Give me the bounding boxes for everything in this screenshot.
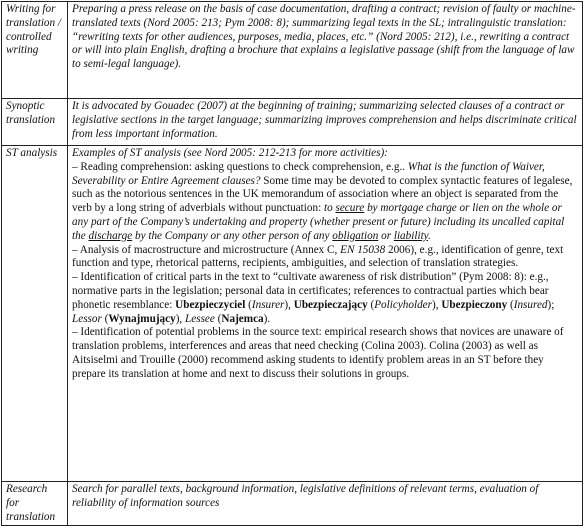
st-intro: Examples of ST analysis (see Nord 2005: 212-213 for more activities): bbox=[72, 147, 388, 159]
text-span: liability bbox=[393, 229, 429, 242]
text-span: Some time may be devoted to complex syntactic features of legalese, such as the notorious sentences in the UK memorandum of association where an object is separated from the verb by a long string of adverbials without punctuation: bbox=[72, 174, 573, 215]
text-span: by mortgage charge or lien on the whole or any part of the Company’s undertaking and property (whether present or future) including its uncalled capital the bbox=[72, 202, 565, 242]
text-span: Insurer bbox=[251, 298, 285, 311]
text-span: – Identification of critical parts in the text to “cultivate awareness of risk distribution” (Pym 2008: 8): e.g., normative parts in the legislation; personal data in certificates; references to contractual parties which bear phonetic resemblance: bbox=[72, 271, 549, 311]
text-span: What is the function of Waiver, Severability or Entire Agreement clauses? bbox=[72, 160, 545, 187]
st-paragraph-critical-parts bbox=[72, 271, 578, 326]
text-span: ), bbox=[175, 312, 186, 325]
text-span: ( bbox=[214, 312, 222, 325]
table-row-writing bbox=[2, 2, 583, 99]
text-span: ( bbox=[101, 312, 109, 325]
text-span: Insured bbox=[513, 298, 548, 311]
st-paragraph-macrostructure bbox=[72, 244, 578, 272]
text-span: ), bbox=[284, 298, 294, 311]
text-span: ( bbox=[367, 298, 375, 311]
text-span: obligation bbox=[332, 229, 379, 242]
table-row-synoptic bbox=[2, 99, 583, 146]
text-span: to bbox=[323, 202, 336, 215]
text-span: – Reading comprehension: asking questions to check comprehension, e.g.. bbox=[72, 160, 408, 173]
row-description-synoptic: It is advocated by Gouadec (2007) at the beginning of training; summarizing selected clauses of a contract or legislative sections in the target language; summarizing improves comprehension and helps discriminate critical from less important information. bbox=[68, 99, 583, 146]
row-label-writing: Writing for translation / controlled writing bbox=[2, 2, 68, 99]
text-span: ), bbox=[432, 298, 442, 311]
st-paragraph-potential-problems: – Identification of potential problems in the source text: empirical research shows that novices are unaware of translation problems, interferences and areas that need checking (Colina 2003). Colina (2003) as well as Aitsiselmi and Trouille (2000) recommend asking students to identify problem areas in an ST before they prepare its translation at home and next to discuss their solutions in groups. bbox=[72, 326, 564, 380]
text-span: Najemca bbox=[221, 312, 264, 325]
text-span: Wynajmujący bbox=[108, 312, 176, 325]
text-span: EN 15038 bbox=[340, 243, 386, 256]
row-label-st-analysis: ST analysis bbox=[2, 146, 68, 482]
row-description-st-analysis bbox=[68, 146, 583, 482]
activities-table bbox=[1, 1, 583, 526]
table-row-research bbox=[2, 482, 583, 526]
text-span: or bbox=[378, 229, 394, 242]
text-span: Ubezpieczony bbox=[441, 298, 508, 311]
text-span: Lessor bbox=[72, 312, 102, 325]
row-label-synoptic: Synoptic translation bbox=[2, 99, 68, 146]
text-span: secure bbox=[335, 202, 365, 215]
table-row-st-analysis bbox=[2, 146, 583, 482]
text-span: Policyholder bbox=[374, 298, 432, 311]
text-span: Ubezpieczający bbox=[293, 298, 368, 311]
text-span: ). bbox=[263, 312, 271, 325]
text-span: by the Company or any other person of any bbox=[132, 229, 333, 242]
row-description-writing: Preparing a press release on the basis of case documentation, drafting a contract; revision of faulty or machine-translated texts (Nord 2005: 213; Pym 2008: 8); summarizing legal texts in the SL; intralinguistic translation: “rewriting texts for other audiences, purposes, media, places, etc.” (Nord 2005: 212), i.e., rewriting a contract or will into plain English, drafting a brochure that explains a legislative passage (shift from the language of law to semi-legal language). bbox=[68, 2, 583, 99]
st-paragraph-reading bbox=[72, 161, 578, 244]
row-description-research: Search for parallel texts, background information, legislative definitions of relevant terms, evaluation of reliability of information sources bbox=[68, 482, 583, 526]
text-span: discharge bbox=[88, 229, 133, 242]
text-span: Lessee bbox=[185, 312, 215, 325]
row-label-research: Research for translation bbox=[2, 482, 68, 526]
text-span: Ubezpieczyciel bbox=[175, 298, 246, 311]
text-span: 2006), e.g., identification of genre, text function and type, rhetorical patterns, recipients, ambiguities, and selection of translation strategies. bbox=[72, 243, 564, 270]
text-span: – Analysis of macrostructure and microstructure (Annex C, bbox=[72, 243, 341, 256]
text-span: . bbox=[428, 229, 431, 242]
text-span: ( bbox=[245, 298, 252, 311]
text-span: ( bbox=[507, 298, 514, 311]
text-span: ); bbox=[547, 298, 555, 311]
